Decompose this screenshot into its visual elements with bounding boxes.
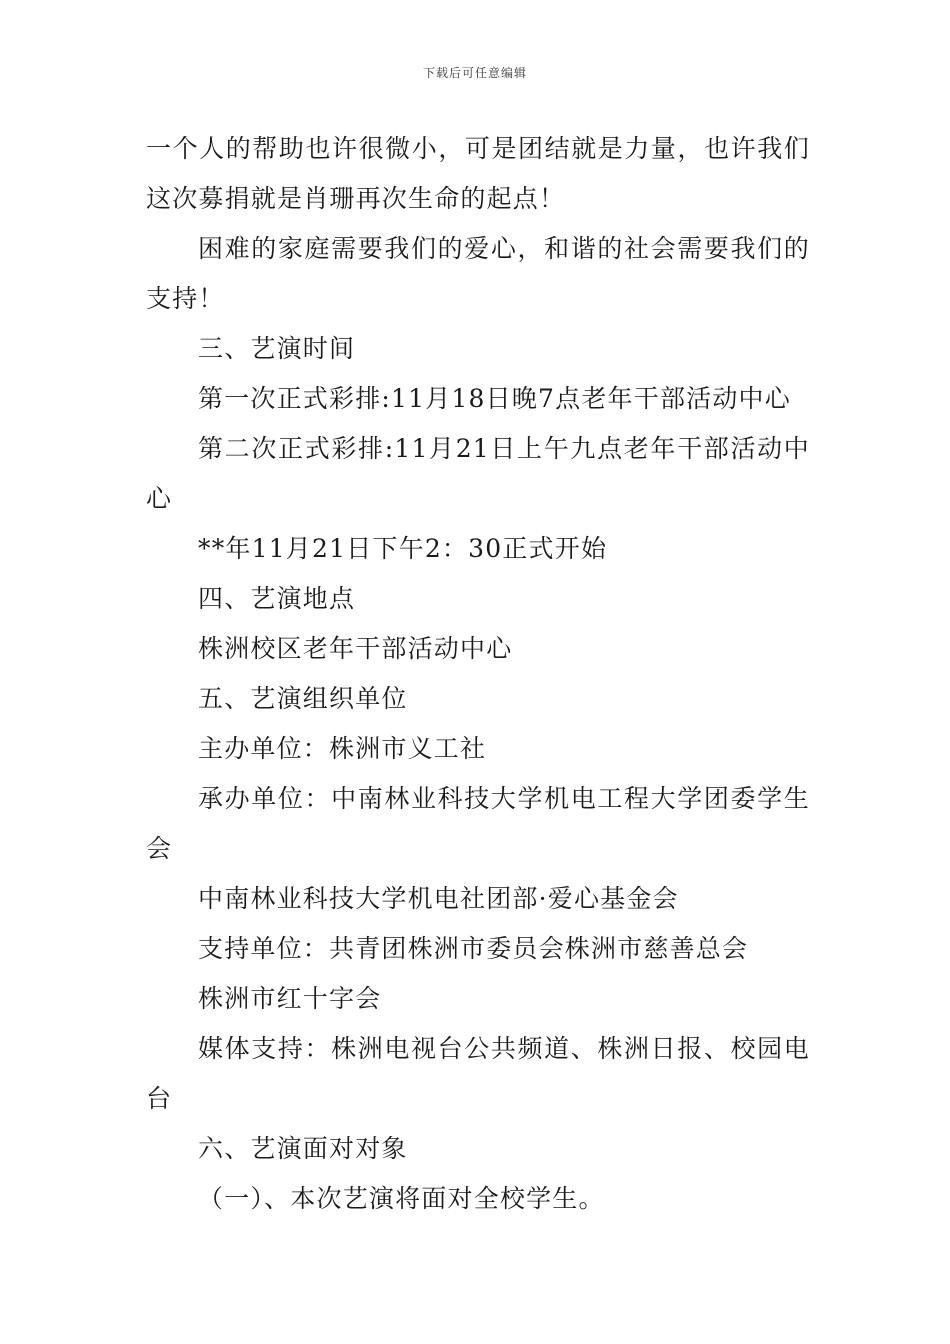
paragraph: 第二次正式彩排:11月21日上午九点老年干部活动中心 xyxy=(146,434,810,513)
section-heading: 三、艺演时间 xyxy=(198,334,356,363)
section-heading: 五、艺演组织单位 xyxy=(198,684,408,713)
section-heading: 四、艺演地点 xyxy=(198,584,356,613)
paragraph: 媒体支持：株洲电视台公共频道、株洲日报、校园电台 xyxy=(146,1034,810,1113)
paragraph: 一个人的帮助也许很微小，可是团结就是力量，也许我们这次募捐就是肖珊再次生命的起点！ xyxy=(146,134,810,213)
paragraph: （一）、本次艺演将面对全校学生。 xyxy=(198,1184,605,1213)
paragraph: 主办单位：株洲市义工社 xyxy=(198,734,487,763)
header-note: 下载后可任意编辑 xyxy=(422,66,527,80)
paragraph: 承办单位：中南林业科技大学机电工程大学团委学生会 xyxy=(146,784,810,863)
paragraph: 株洲校区老年干部活动中心 xyxy=(198,634,513,663)
document-body xyxy=(146,124,810,1224)
paragraph: **年11月21日下午2：30正式开始 xyxy=(198,534,608,563)
paragraph: 支持单位：共青团株洲市委员会株洲市慈善总会 xyxy=(198,934,749,963)
section-heading: 六、艺演面对对象 xyxy=(198,1134,408,1163)
paragraph: 中南林业科技大学机电社团部·爱心基金会 xyxy=(198,884,679,913)
paragraph: 第一次正式彩排:11月18日晚7点老年干部活动中心 xyxy=(198,384,791,413)
paragraph: 株洲市红十字会 xyxy=(198,984,382,1013)
paragraph: 困难的家庭需要我们的爱心，和谐的社会需要我们的支持！ xyxy=(146,234,810,313)
